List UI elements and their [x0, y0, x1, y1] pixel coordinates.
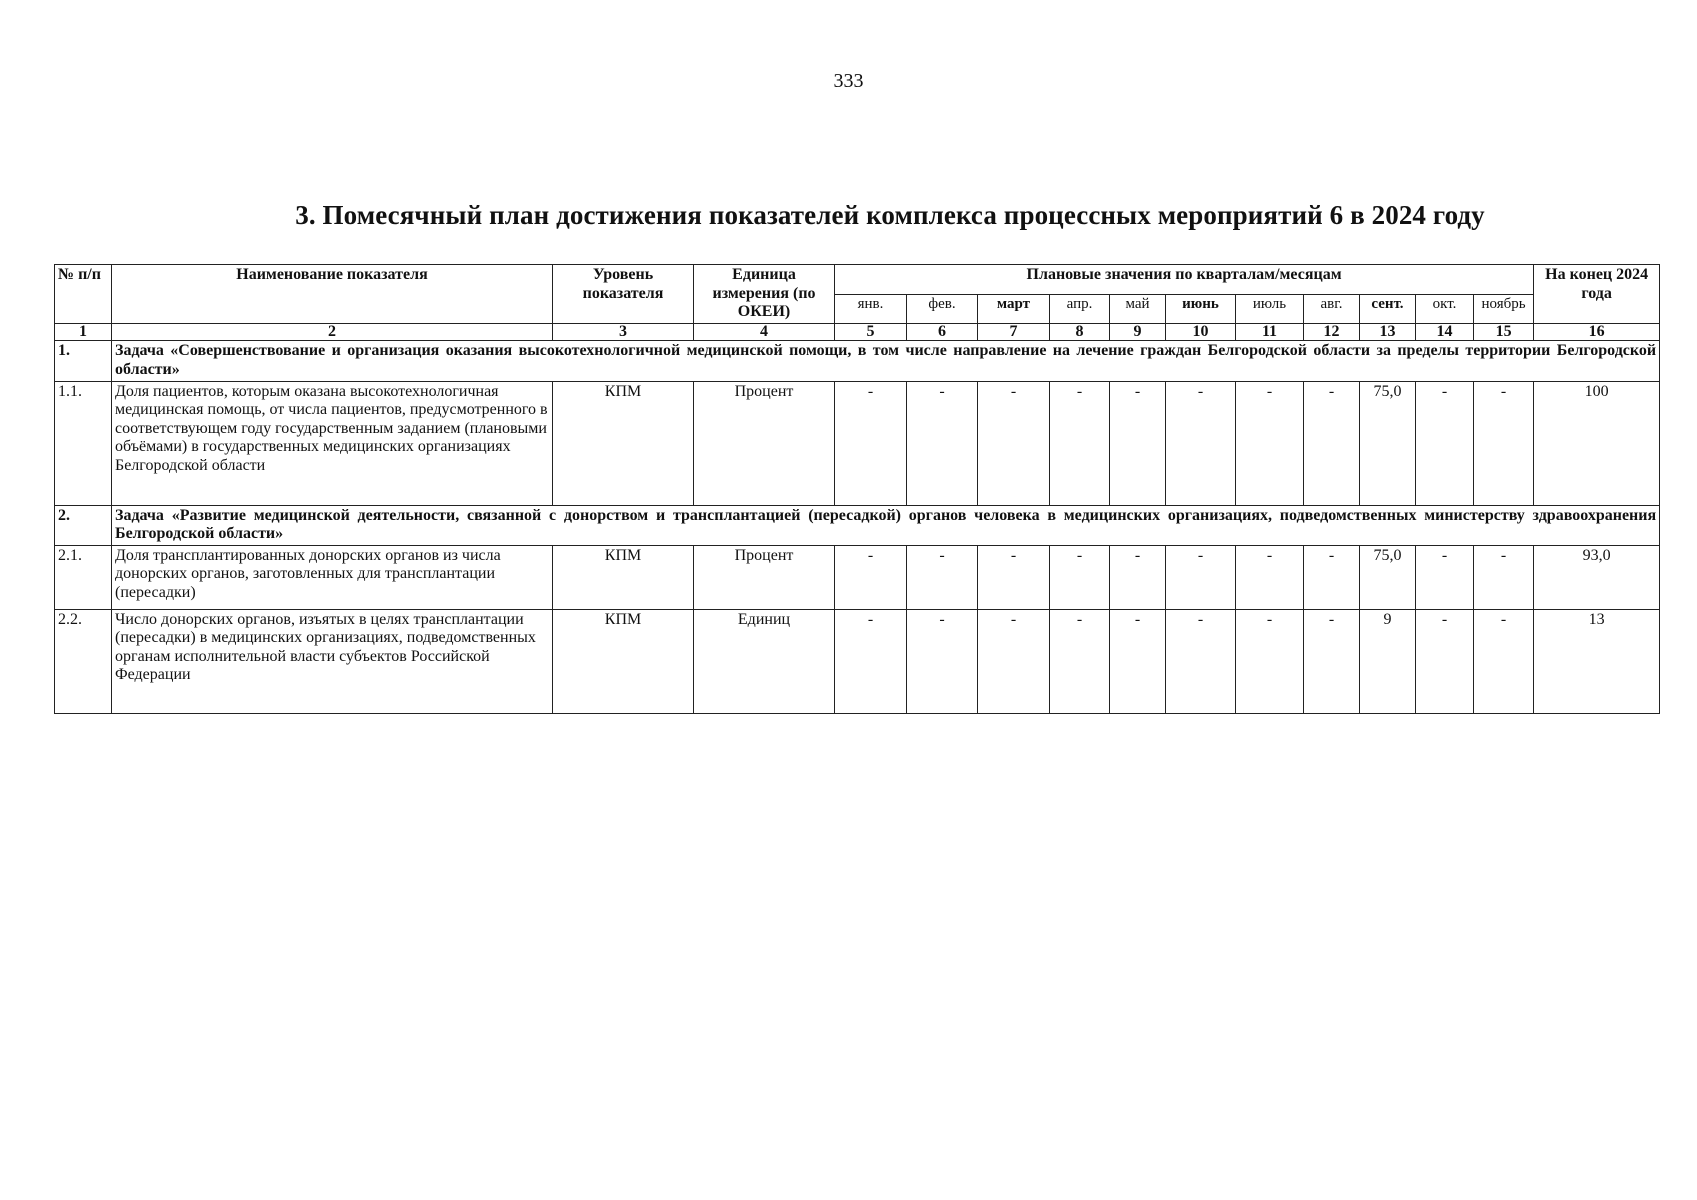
column-index: 4 — [694, 323, 835, 341]
indicator-unit: Процент — [694, 381, 835, 505]
header-planned-values: Плановые значения по кварталам/месяцам — [835, 265, 1534, 295]
indicator-name: Доля трансплантированных донорских органов из числа донорских органов, заготовленных для трансплантации (пересадки) — [112, 545, 553, 609]
table-row — [55, 381, 1660, 505]
task-text: Задача «Совершенствование и организация оказания высокотехнологичной медицинской помощи, в том числе направление на лечение граждан Белгородской области за пределы территории Белгородской области» — [112, 341, 1660, 381]
month-value: - — [907, 381, 978, 505]
indicator-name: Доля пациентов, которым оказана высокотехнологичная медицинская помощь, от числа пациентов, предусмотренного в соответствующем году государственным заданием (плановыми объёмами) в государственных медицинских организациях Белгородской области — [112, 381, 553, 505]
column-index: 6 — [907, 323, 978, 341]
end-of-year-value: 100 — [1534, 381, 1660, 505]
month-value: - — [1110, 545, 1166, 609]
row-number: 2.1. — [55, 545, 112, 609]
month-value: - — [1474, 381, 1534, 505]
column-index: 5 — [835, 323, 907, 341]
month-value: - — [1236, 609, 1304, 713]
month-value: - — [1166, 609, 1236, 713]
month-value: - — [1304, 545, 1360, 609]
task-number: 2. — [55, 505, 112, 545]
column-index: 11 — [1236, 323, 1304, 341]
month-value: - — [835, 381, 907, 505]
column-index: 8 — [1050, 323, 1110, 341]
column-index: 9 — [1110, 323, 1166, 341]
column-index: 10 — [1166, 323, 1236, 341]
row-number: 1.1. — [55, 381, 112, 505]
header-month-aug: авг. — [1304, 295, 1360, 324]
column-index: 14 — [1416, 323, 1474, 341]
header-month-jun: июнь — [1166, 295, 1236, 324]
header-month-sep: сент. — [1360, 295, 1416, 324]
month-value: - — [907, 545, 978, 609]
column-index-row — [55, 323, 1660, 341]
month-value: - — [1416, 545, 1474, 609]
task-text: Задача «Развитие медицинской деятельности, связанной с донорством и трансплантацией (пересадкой) органов человека в медицинских организациях, подведомственных министерству здравоохранения Белгородской области» — [112, 505, 1660, 545]
month-value: - — [1474, 545, 1534, 609]
month-value: - — [835, 545, 907, 609]
month-value: - — [1166, 381, 1236, 505]
month-value: - — [1050, 381, 1110, 505]
column-index: 15 — [1474, 323, 1534, 341]
header-name: Наименование показателя — [112, 265, 553, 324]
page-number: 333 — [833, 70, 864, 92]
end-of-year-value: 13 — [1534, 609, 1660, 713]
header-row — [55, 265, 1660, 295]
month-value: - — [1304, 381, 1360, 505]
indicator-level: КПМ — [553, 609, 694, 713]
task-number: 1. — [55, 341, 112, 381]
month-value: - — [978, 381, 1050, 505]
indicator-name: Число донорских органов, изъятых в целях трансплантации (пересадки) в медицинских организациях, подведомственных органам исполнительной власти субъектов Российской Федерации — [112, 609, 553, 713]
column-index: 3 — [553, 323, 694, 341]
month-value: - — [1110, 381, 1166, 505]
column-index: 2 — [112, 323, 553, 341]
monthly-plan-table — [54, 264, 1660, 714]
month-value: - — [1166, 545, 1236, 609]
header-num: № п/п — [55, 265, 112, 324]
indicator-unit: Процент — [694, 545, 835, 609]
header-month-may: май — [1110, 295, 1166, 324]
column-index: 1 — [55, 323, 112, 341]
month-value: - — [1416, 381, 1474, 505]
month-value: - — [978, 545, 1050, 609]
month-value: - — [978, 609, 1050, 713]
month-value: - — [1236, 381, 1304, 505]
month-value: - — [1236, 545, 1304, 609]
column-index: 12 — [1304, 323, 1360, 341]
header-month-mar: март — [978, 295, 1050, 324]
indicator-level: КПМ — [553, 545, 694, 609]
header-month-jul: июль — [1236, 295, 1304, 324]
header-month-jan: янв. — [835, 295, 907, 324]
header-month-feb: фев. — [907, 295, 978, 324]
month-value: - — [1050, 609, 1110, 713]
table-row — [55, 609, 1660, 713]
header-level: Уровень показателя — [553, 265, 694, 324]
month-value: - — [835, 609, 907, 713]
column-index: 16 — [1534, 323, 1660, 341]
column-index: 7 — [978, 323, 1050, 341]
month-value: - — [1474, 609, 1534, 713]
header-month-nov: ноябрь — [1474, 295, 1534, 324]
header-month-oct: окт. — [1416, 295, 1474, 324]
month-value: - — [1304, 609, 1360, 713]
page-title: 3. Помесячный план достижения показателей комплекса процессных мероприятий 6 в 2024 году — [295, 200, 1485, 230]
column-index: 13 — [1360, 323, 1416, 341]
header-month-apr: апр. — [1050, 295, 1110, 324]
month-value: - — [907, 609, 978, 713]
month-value: 75,0 — [1360, 381, 1416, 505]
month-value: - — [1050, 545, 1110, 609]
row-number: 2.2. — [55, 609, 112, 713]
task-row — [55, 505, 1660, 545]
table-row — [55, 545, 1660, 609]
month-value: 75,0 — [1360, 545, 1416, 609]
header-end-of-year: На конец 2024 года — [1534, 265, 1660, 324]
task-row — [55, 341, 1660, 381]
month-value: 9 — [1360, 609, 1416, 713]
month-value: - — [1416, 609, 1474, 713]
month-value: - — [1110, 609, 1166, 713]
header-unit: Единица измерения (по ОКЕИ) — [694, 265, 835, 324]
end-of-year-value: 93,0 — [1534, 545, 1660, 609]
indicator-unit: Единиц — [694, 609, 835, 713]
indicator-level: КПМ — [553, 381, 694, 505]
